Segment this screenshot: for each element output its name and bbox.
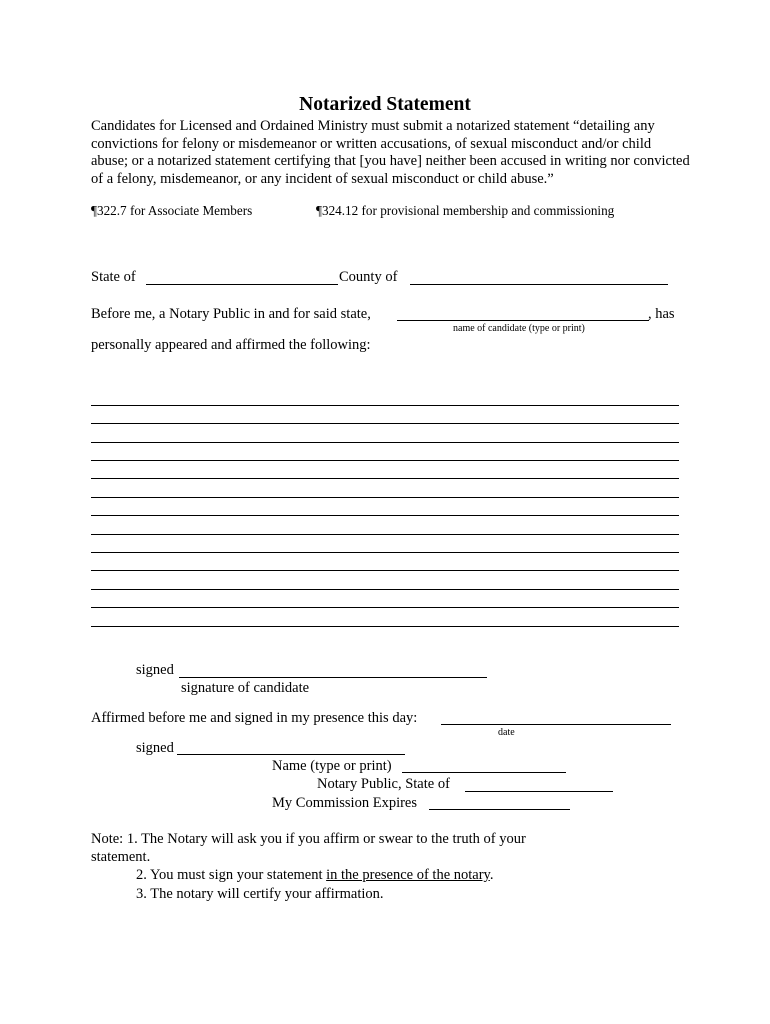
candidate-caption: name of candidate (type or print) xyxy=(453,323,585,334)
statement-line[interactable] xyxy=(91,515,679,516)
commission-label: My Commission Expires xyxy=(272,795,418,811)
appeared-text: personally appeared and affirmed the following: xyxy=(91,337,371,353)
before-me-text: Before me, a Notary Public in and for said state, xyxy=(91,306,371,322)
notary-state-field[interactable] xyxy=(465,791,613,792)
statement-line[interactable] xyxy=(91,552,679,553)
signed2-label: signed xyxy=(136,740,174,756)
note-line-1: Note: 1. The Notary will ask you if you affirm or swear to the truth of your xyxy=(91,831,526,847)
commission-expires-field[interactable] xyxy=(429,809,570,810)
statement-line[interactable] xyxy=(91,534,679,535)
date-caption: date xyxy=(498,727,515,738)
candidate-name-field[interactable] xyxy=(397,320,649,321)
statement-line[interactable] xyxy=(91,405,679,406)
state-field[interactable] xyxy=(146,284,338,285)
signature-caption: signature of candidate xyxy=(181,680,310,696)
statement-line[interactable] xyxy=(91,460,679,461)
notary-signature-field[interactable] xyxy=(177,754,405,755)
state-label: State of xyxy=(91,269,136,285)
note-item-2-prefix: 2. You must sign your statement xyxy=(136,867,327,883)
document-title: Notarized Statement xyxy=(299,94,471,115)
candidate-signature-field[interactable] xyxy=(179,677,487,678)
notary-state-label: Notary Public, State of xyxy=(317,776,450,792)
county-field[interactable] xyxy=(410,284,668,285)
date-field[interactable] xyxy=(441,724,671,725)
statement-line[interactable] xyxy=(91,423,679,424)
intro-paragraph: Candidates for Licensed and Ordained Ministry must submit a notarized statement “detailing any convictions for felony or misdemeanor or written accusations, of sexual misconduct and/or child abuse; or a notarized statement certifying that [you have] neither been accused in writing nor convicted of a felony, misdemeanor, or any incident of sexual misconduct or child abuse.” xyxy=(91,118,690,187)
ref-provisional: ¶324.12 for provisional membership and commissioning xyxy=(316,203,615,218)
ref-associate: ¶322.7 for Associate Members xyxy=(91,203,253,218)
statement-line[interactable] xyxy=(91,589,679,590)
statement-line[interactable] xyxy=(91,607,679,608)
affirmed-text: Affirmed before me and signed in my presence this day: xyxy=(91,710,418,726)
note-item-2 xyxy=(136,867,493,884)
statement-line[interactable] xyxy=(91,497,679,498)
name-label: Name (type or print) xyxy=(272,758,392,774)
note-item-2-underlined: in the presence of the notary xyxy=(326,867,490,883)
has-text: , has xyxy=(648,306,675,322)
notary-name-field[interactable] xyxy=(402,772,566,773)
statement-line[interactable] xyxy=(91,570,679,571)
statement-line[interactable] xyxy=(91,442,679,443)
note-item-2-suffix: . xyxy=(489,867,494,883)
statement-line[interactable] xyxy=(91,626,679,627)
signed-label: signed xyxy=(136,662,174,678)
statement-line[interactable] xyxy=(91,478,679,479)
note-line-1b: statement. xyxy=(91,849,151,865)
county-label: County of xyxy=(339,269,398,285)
note-item-3: 3. The notary will certify your affirmation. xyxy=(136,886,384,902)
